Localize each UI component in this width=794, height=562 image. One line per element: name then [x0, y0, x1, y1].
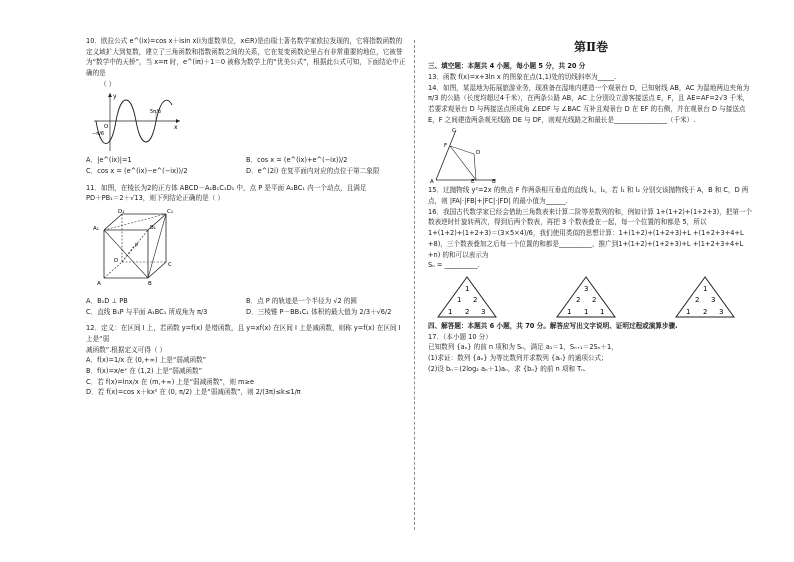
fig14-label-e: E [471, 179, 475, 185]
question-10-stem: 10．欧拉公式 e^(ix)=cos x＋isin x(i为虚数单位，x∈R)是由瑞士著名数学家欧拉发现的，它将指数函数的定义域扩大到复数，建立了三角函数和指数函数之间的关系，它在复变函数论里占有非常重要的地位，它被誉为“数学中的天桥”，当 x=π 时，e^(iπ)＋1＝0 被称为数学上的“优美公式”，根据此公式可知，下面结论中正确的是 [86, 37, 406, 78]
question-17-title: 17．（本小题 10 分） [428, 332, 492, 341]
q10-option-c: C．cos x = (e^(ix)−e^(−ix))/2 [86, 167, 188, 176]
q10-option-a: A．|e^(ix)|=1 [86, 156, 132, 165]
sine-graph [92, 91, 182, 153]
cube-figure [90, 206, 180, 294]
question-15: 15．过抛物线 y²=2x 的焦点 F 作两条相互垂直的直线 l₁，l₂，若 l₁ 和 l₂ 分别交该抛物线于 A，B 和 C，D 两点，则 |FA|·|FB|+|FC|·|FD| 的最小值为______. [428, 186, 749, 206]
part-two-title: 第Ⅱ卷 [573, 40, 609, 54]
question-16-part1: 16．我国古代数学家已经会借助三角数表来计算二阶等差数列的和，例如计算 1+(1+2)+(1+2+3)，把第一个数表逆时针旋转两次，得到后两个数表，再把 3 个数表叠在一起，每一个位置的和都是 5，所以 [428, 207, 753, 227]
cube-label-d1: D₁ [118, 209, 125, 216]
graph-origin-label: O [104, 124, 109, 131]
q12-option-b: B．f(x)=x/eˣ 在 (1,2) 上是“弱减函数” [86, 367, 203, 376]
question-11-options [86, 296, 406, 317]
tri2-mid-right: 2 [592, 295, 597, 304]
q11-option-d: D．三棱锥 P－BB₁C₁ 体积的最大值为 2/3＋√6/2 [246, 307, 392, 316]
column-divider [414, 40, 415, 530]
tri1-mid-right: 2 [473, 295, 478, 304]
tri1-bot-2: 2 [465, 307, 470, 316]
tri3-bot-2: 2 [703, 307, 708, 316]
tri1-mid-left: 1 [457, 295, 462, 304]
tri1-bot-1: 1 [448, 307, 453, 316]
tri2-mid-left: 2 [576, 295, 581, 304]
left-column [86, 36, 406, 398]
tri3-bot-3: 3 [719, 307, 724, 316]
fig14-label-a: A [430, 179, 434, 185]
question-11-stem: 11．如图，在棱长为2的正方体 ABCD－A₁B₁C₁D₁ 中，点 P 是平面 A₁BC₁ 内一个动点，且满足 [86, 183, 367, 192]
q12-option-c: C．若 f(x)=lnx/x 在 (m,+∞) 上是“弱减函数”，则 m≥e [86, 377, 255, 386]
graph-x-label: x [174, 124, 178, 132]
q11-option-b: B．点 P 的轨迹是一个半径为 √2 的圆 [246, 297, 357, 306]
question-17-body: 已知数列 {aₙ} 的前 n 项和为 Sₙ，满足 a₁＝1，Sₙ₊₁＝2Sₙ＋1， [428, 343, 618, 352]
tri3-mid-right: 3 [711, 295, 716, 304]
question-17-part2: (2)设 bₙ＝(2log₂ aₙ＋1)aₙ，求 {bₙ} 的前 n 项和 Tₙ. [428, 364, 586, 373]
question-11-line2: PD＋PB₁＝2＋√13，则下列结论正确的是（ ） [86, 194, 224, 203]
question-10-options [86, 155, 406, 176]
cube-label-a1: A₁ [93, 226, 99, 233]
tri2-bot-3: 1 [600, 307, 605, 316]
fig14-label-c: C [452, 128, 456, 135]
fig14-label-f: F [444, 143, 448, 150]
q11-option-c: C．直线 B₁P 与平面 A₁BC₁ 所成角为 π/3 [86, 307, 208, 316]
tri3-top: 1 [703, 284, 708, 293]
question-16-part2: 1+(1+2)+(1+2+3)＝(3×5×4)/6，我们使用类似的思想计算：1+(1+2)+(1+2+3)+L +(1+2+3+4+L +8)，三个数表叠加之后每一个位置的和都是__________，推广到1+(1+2)+(1+2+3)+L +(1+2+3+4+L +n) 的和可以表示为 [428, 229, 744, 259]
number-triangle-2 [555, 275, 617, 319]
question-13: 13．函数 f(x)=x+3ln x 的图象在点(1,1)处的切线斜率为_____. [428, 73, 617, 82]
tri1-top: 1 [465, 284, 470, 293]
cube-label-b: B [148, 281, 152, 288]
tri2-bot-2: 1 [584, 307, 589, 316]
tri1-bot-3: 3 [481, 307, 486, 316]
tri2-top: 3 [584, 284, 589, 293]
tri3-bot-1: 1 [686, 307, 691, 316]
graph-left-tick: −π/6 [92, 131, 105, 138]
fig14-label-b: B [492, 179, 496, 185]
q10-option-d: D．e^(2i) 在复平面内对应的点位于第二象限 [246, 167, 380, 176]
section-answer-heading: 四、解答题：本题共 6 小题，共 70 分。解答应写出文字说明、证明过程或演算步骤. [428, 321, 678, 330]
question-14: 14．如图，某湿地为拓展旅游业务，现准备在湿地内建造一个观景台 D，已知射线 AB，AC 为湿地两边夹角为 π/3 的公路（长度均超过4千米），在两条公路 AB，AC 上分别设立游客接送点 E，F，且 AE=AF=2√3 千米，若要求观景台 D 与两接送点所成角 ∠EDF 与 ∠BAC 互补且观景台 D 在 EF 的右侧，并在观景台 D 与接送点 E，F 之间建造两条观光线路 DE 与 DF，则观光线路之和最长是________________（千米）. [428, 83, 750, 124]
question-16-part3: Sₙ = __________. [428, 261, 480, 270]
fig14-label-d: D [476, 150, 481, 157]
tri2-bot-1: 1 [567, 307, 572, 316]
right-column [428, 36, 754, 374]
number-triangles [436, 275, 736, 319]
tri3-mid-left: 2 [695, 295, 700, 304]
question-10-paren: （ ） [100, 79, 116, 88]
graph-y-label: y [113, 93, 117, 101]
question-17-part1: (1)求证：数列 {aₙ} 为等比数列并求数列 {aₙ} 的通项公式； [428, 353, 608, 362]
cube-label-p: P [135, 243, 139, 250]
q12-option-a: A．f(x)=1/x 在 (0,+∞) 上是“弱减函数” [86, 356, 207, 365]
q11-option-a: A．B₁D ⊥ PB [86, 297, 128, 306]
q10-option-b: B．cos x = (e^(ix)+e^(−ix))/2 [246, 156, 348, 165]
section-fill-in-heading: 三、填空题：本题共 4 小题，每小题 5 分，共 20 分 [428, 62, 586, 71]
cube-label-a: A [97, 281, 101, 288]
cube-label-c: C [168, 262, 172, 269]
number-triangle-1 [436, 275, 498, 319]
q12-option-d: D．若 f(x)=cos x＋kx² 在 (0, π/2) 上是“弱减函数”，则 2/(3π)≤k≤1/π [86, 388, 301, 397]
cube-label-c1: C₁ [167, 209, 174, 216]
question-12-stem: 12．定义：在区间 I 上，若函数 y=f(x) 是增函数，且 y=xf(x) 在区间 I 上是减函数，则称 y=f(x) 在区间 I 上是“弱 [86, 324, 401, 344]
question-12-line2: 减函数”.根据定义可得（ ） [86, 345, 167, 354]
number-triangle-3 [674, 275, 736, 319]
cube-label-b1: B₁ [150, 225, 156, 232]
cube-label-d: D [114, 258, 119, 265]
graph-right-tick: 5π/6 [150, 109, 162, 116]
wetland-figure [430, 126, 500, 184]
